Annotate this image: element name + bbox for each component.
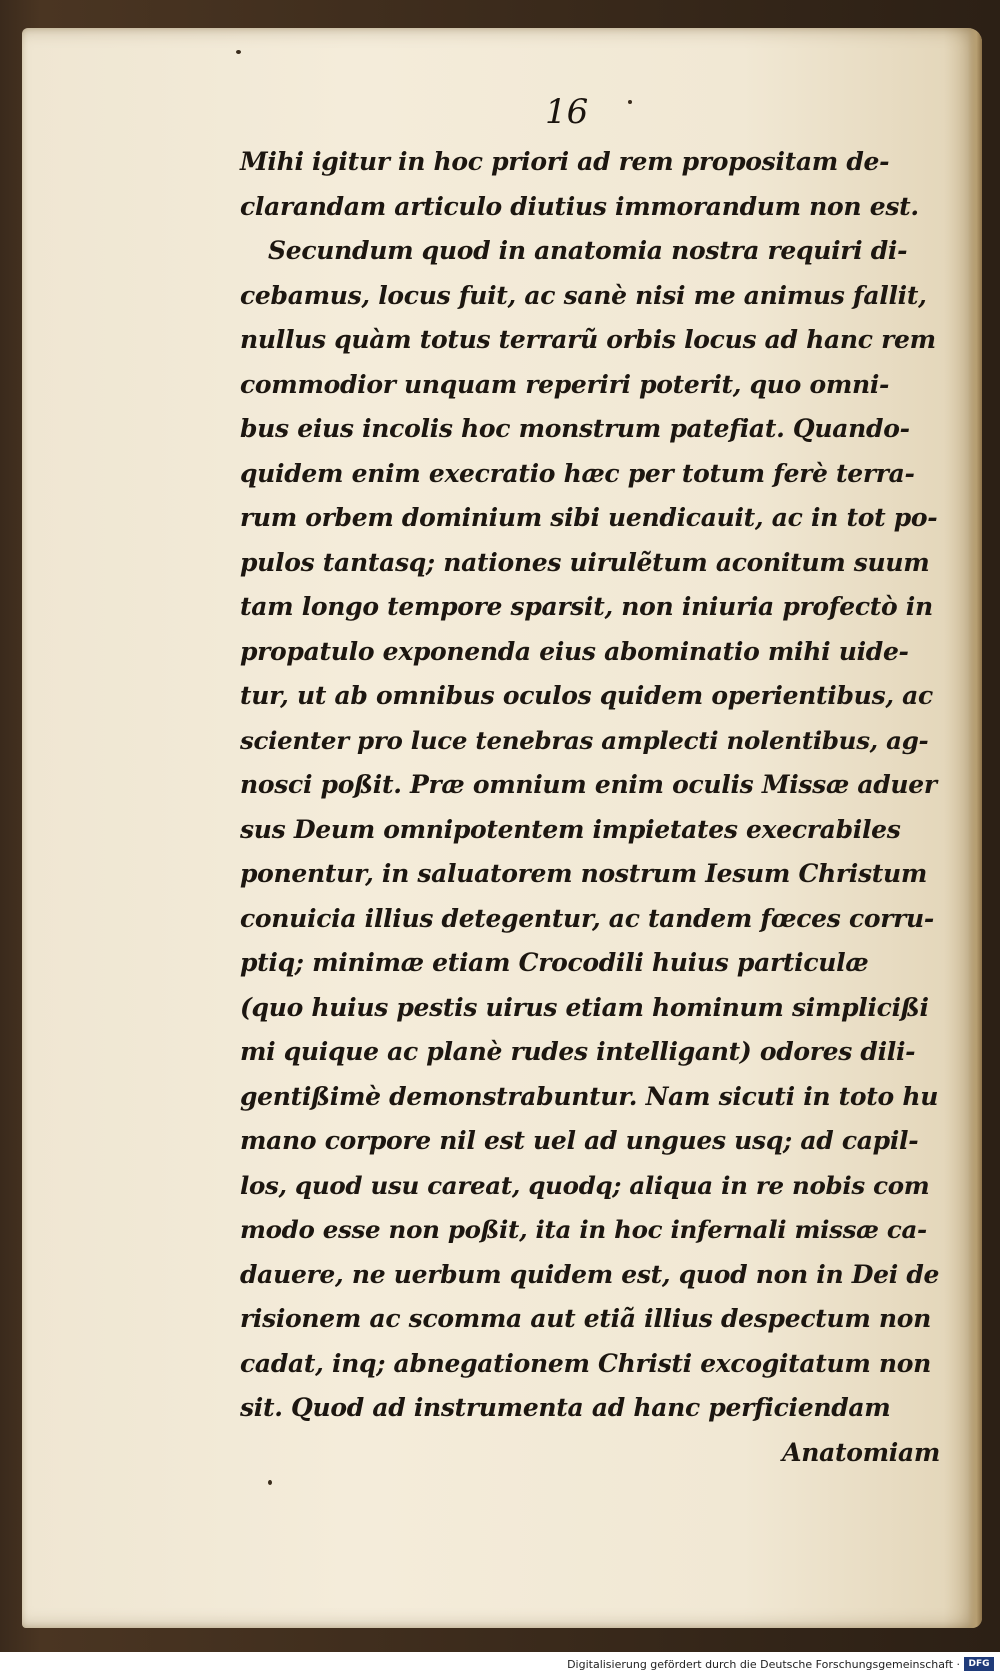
text-line: (quo huius pestis uirus etiam hominum simplicißi	[240, 992, 929, 1022]
text-line: dauere, ne uerbum quidem est, quod non in Dei de	[240, 1259, 940, 1289]
text-line: gentißimè demonstrabuntur. Nam sicuti in toto hu	[240, 1081, 939, 1111]
dfg-logo: DFG	[964, 1657, 994, 1671]
text-line: pulos tantasq; nationes uirulẽtum aconitum suum	[240, 547, 930, 577]
text-line: mi quique ac planè rudes intelligant) odores dili-	[240, 1037, 916, 1066]
text-line: nosci poßit. Præ omnium enim oculis Missæ aduer	[240, 770, 937, 799]
text-line: risionem ac scomma aut etiã illius despectum non	[240, 1304, 932, 1333]
text-line: bus eius incolis hoc monstrum patefiat. Quando-	[240, 414, 910, 443]
text-line: tur, ut ab omnibus oculos quidem operientibus, ac	[240, 681, 933, 710]
text-line: clarandam articulo diutius immorandum non est.	[240, 191, 919, 221]
text-line: tam longo tempore sparsit, non iniuria profectò in	[240, 592, 933, 621]
text-line: cadat, inq; abnegationem Christi excogitatum non	[240, 1348, 932, 1378]
ink-speck	[236, 50, 241, 54]
text-line: nullus quàm totus terrarũ orbis locus ad hanc rem	[240, 325, 936, 354]
page-edge	[968, 28, 982, 1628]
text-line: propatulo exponenda eius abominatio mihi uide-	[240, 636, 909, 666]
text-line: quidem enim execratio hæc per totum ferè terra-	[240, 458, 915, 488]
text-line: sus Deum omnipotentem impietates execrabiles	[240, 814, 901, 844]
footer-bar	[0, 1652, 1000, 1680]
text-line: Mihi igitur in hoc priori ad rem propositam de-	[240, 147, 890, 176]
catchword: Anatomiam	[782, 1437, 940, 1467]
text-line: conuicia illius detegentur, ac tandem fœces corru-	[240, 903, 934, 933]
text-line: cebamus, locus fuit, ac sanè nisi me animus fallit,	[240, 280, 927, 310]
ink-speck	[628, 100, 632, 104]
text-line: ptiq; minimæ etiam Crocodili huius particulæ	[240, 948, 869, 977]
text-line: modo esse non poßit, ita in hoc infernali missæ ca-	[240, 1215, 927, 1244]
funding-credit: Digitalisierung gefördert durch die Deutsche Forschungsgemeinschaft ·	[567, 1658, 960, 1671]
text-line: sit. Quod ad instrumenta ad hanc perficiendam	[240, 1393, 891, 1422]
text-line: rum orbem dominium sibi uendicauit, ac in tot po-	[240, 503, 938, 532]
text-line: mano corpore nil est uel ad ungues usq; ad capil-	[240, 1126, 919, 1155]
text-line: commodior unquam reperiri poterit, quo omni-	[240, 369, 890, 399]
text-line: ponentur, in saluatorem nostrum Iesum Christum	[240, 859, 928, 888]
text-line: los, quod usu careat, quodq; aliqua in re nobis com	[240, 1170, 930, 1200]
body-text	[240, 140, 940, 1475]
text-line: scienter pro luce tenebras amplecti nolentibus, ag-	[240, 725, 929, 755]
page-number: 16	[545, 92, 589, 132]
ink-speck	[268, 1480, 272, 1485]
text-line: Secundum quod in anatomia nostra requiri di-	[268, 236, 908, 265]
